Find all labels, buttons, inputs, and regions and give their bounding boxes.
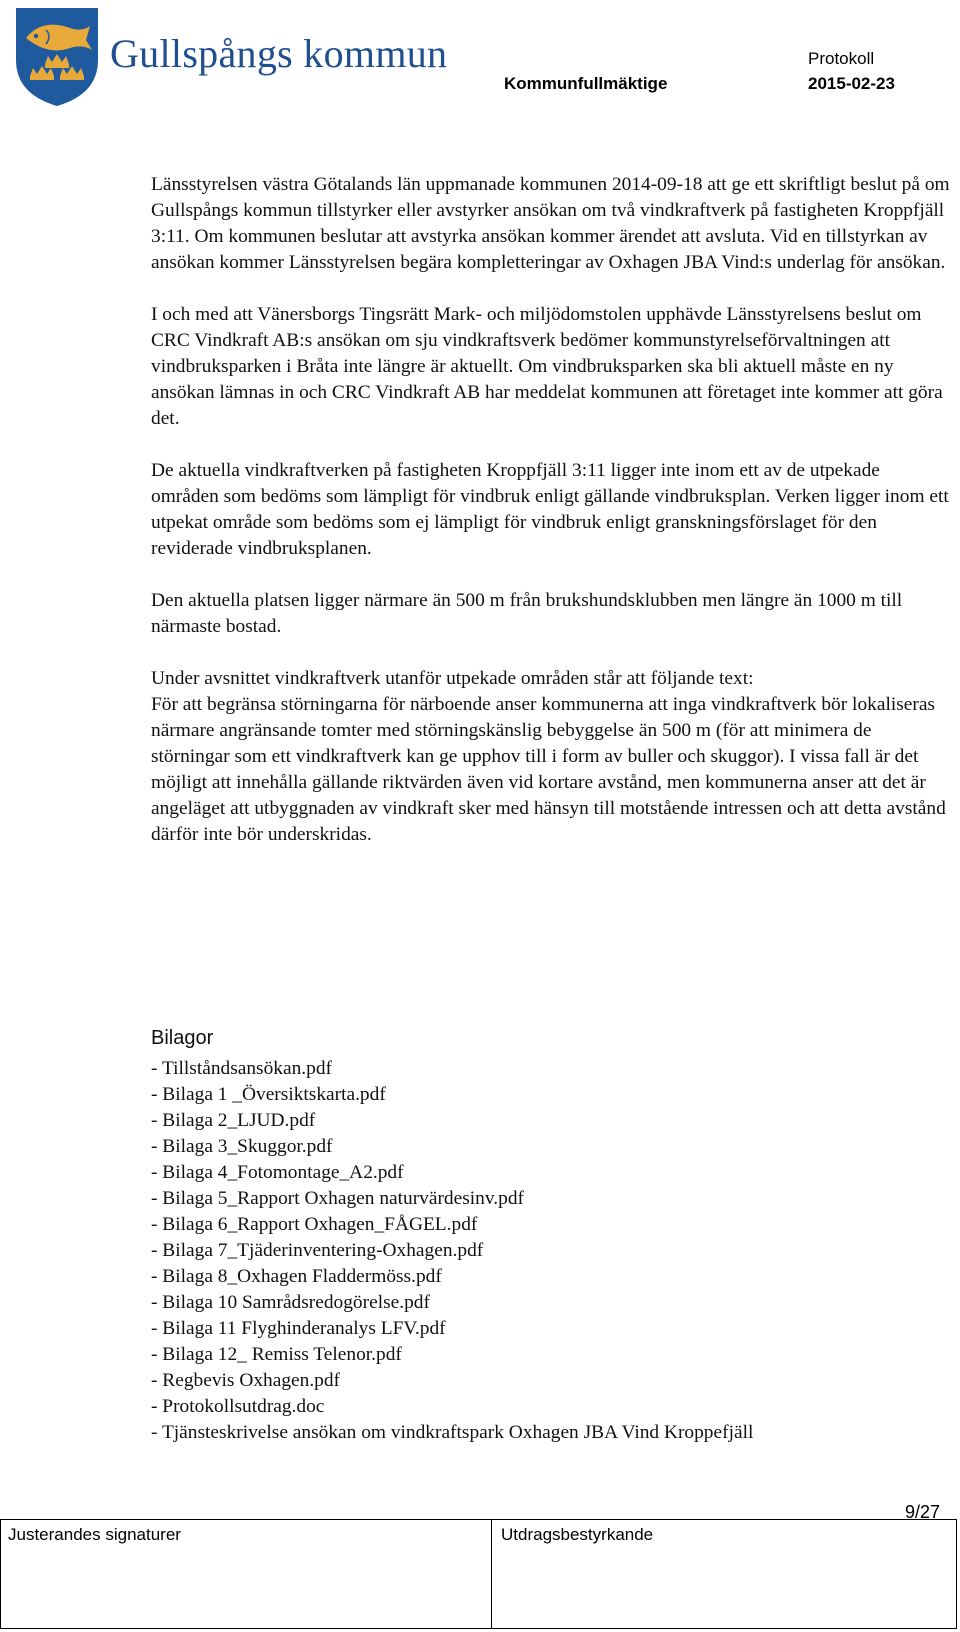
attachment-item: - Bilaga 1 _Översiktskarta.pdf <box>151 1084 386 1105</box>
attachment-item: - Bilaga 8_Oxhagen Fladdermöss.pdf <box>151 1266 442 1287</box>
quoted-paragraph: För att begränsa störningarna för närboende anser kommunerna att inga vindkraftverk bör lokaliseras närmare angränsande tomter med störningskänslig bebyggelse än 500 m (för att minimera de störningar som ett vindkraftverk kan ge upphov till i form av buller och skuggor). I vissa fall är det möjligt att innehålla gällande riktvärden även vid kortare avstånd, men kommunerna anser att det är angeläget att utbyggnaden av vindkraft sker med hänsyn till motstående intressen och att detta avstånd därför inte bör underskridas. <box>151 694 946 845</box>
attachment-item: - Tillståndsansökan.pdf <box>151 1058 332 1079</box>
attachment-item: - Bilaga 6_Rapport Oxhagen_FÅGEL.pdf <box>151 1214 478 1235</box>
paragraph: Under avsnittet vindkraftverk utanför utpekade områden står att följande text: <box>151 668 754 689</box>
signatures-label: Justerandes signaturer <box>8 1525 181 1544</box>
paragraph: Den aktuella platsen ligger närmare än 500 m från brukshundsklubben men längre än 1000 m till närmaste bostad. <box>151 590 903 637</box>
paragraph: I och med att Vänersborgs Tingsrätt Mark- och miljödomstolen upphävde Länsstyrelsens beslut om CRC Vindkraft AB:s ansökan om sju vindkraftsverk bedömer kommunstyrelseförvaltningen att vindbruksparken i Bråta inte längre är aktuellt. Om vindbruksparken ska bli aktuell måste en ny ansökan lämnas in och CRC Vindkraft AB har meddelat kommunen att företaget inte kommer att göra det. <box>151 304 943 429</box>
attachment-item: - Bilaga 12_ Remiss Telenor.pdf <box>151 1344 402 1365</box>
document-date: 2015-02-23 <box>808 74 895 93</box>
organization-name: Gullspångs kommun <box>110 31 448 76</box>
coat-of-arms-logo-icon <box>12 4 102 108</box>
attachment-item: - Regbevis Oxhagen.pdf <box>151 1370 341 1391</box>
document-body <box>151 172 951 874</box>
signature-box-divider <box>491 1519 492 1629</box>
attachment-item: - Tjänsteskrivelse ansökan om vindkraftspark Oxhagen JBA Vind Kroppefjäll <box>151 1422 754 1443</box>
paragraph: De aktuella vindkraftverken på fastigheten Kroppfjäll 3:11 ligger inte inom ett av de utpekade områden som bedöms som lämpligt för vindbruk enligt gällande vindbruksplan. Verken ligger inom ett utpekat område som bedöms som ej lämpligt för vindbruk enligt granskningsförslaget för den reviderade vindbruksplanen. <box>151 460 949 559</box>
paragraph: Länsstyrelsen västra Götalands län uppmanade kommunen 2014-09-18 att ge ett skriftligt beslut på om Gullspångs kommun tillstyrker eller avstyrker ansökan om två vindkraftverk på fastigheten Kroppfjäll 3:11. Om kommunen beslutar att avstyrka ansökan kommer ärendet att avsluta. Vid en tillstyrkan av ansökan kommer Länsstyrelsen begära kompletteringar av Oxhagen JBA Vind:s underlag för ansökan. <box>151 174 950 273</box>
attachment-item: - Bilaga 5_Rapport Oxhagen naturvärdesinv.pdf <box>151 1188 524 1209</box>
page-number: 9/27 <box>905 1502 941 1522</box>
meeting-name: Kommunfullmäktige <box>504 74 668 93</box>
attachment-item: - Bilaga 4_Fotomontage_A2.pdf <box>151 1162 404 1183</box>
attachment-item: - Bilaga 11 Flyghinderanalys LFV.pdf <box>151 1318 446 1339</box>
attachment-item: - Protokollsutdrag.doc <box>151 1396 325 1417</box>
attachment-item: - Bilaga 3_Skuggor.pdf <box>151 1136 333 1157</box>
extract-certification-label: Utdragsbestyrkande <box>501 1525 654 1544</box>
attachments-list <box>151 1056 753 1446</box>
attachment-item: - Bilaga 7_Tjäderinventering-Oxhagen.pdf <box>151 1240 484 1261</box>
attachment-item: - Bilaga 2_LJUD.pdf <box>151 1110 316 1131</box>
attachments-heading: Bilagor <box>151 1027 214 1049</box>
attachment-item: - Bilaga 10 Samrådsredogörelse.pdf <box>151 1292 430 1313</box>
document-type: Protokoll <box>808 49 875 68</box>
